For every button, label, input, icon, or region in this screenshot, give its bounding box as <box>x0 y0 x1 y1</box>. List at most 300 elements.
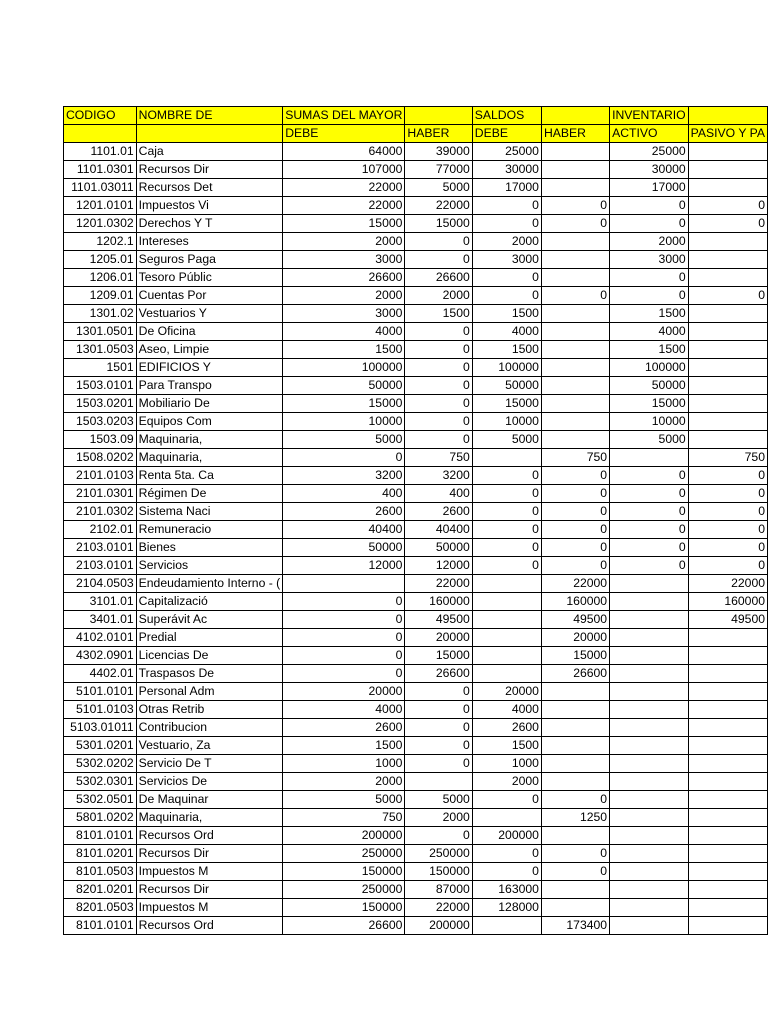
header-cell-codigo[interactable] <box>64 125 137 143</box>
cell-inventario-activo[interactable]: 100000 <box>610 359 689 377</box>
cell-saldos-debe[interactable] <box>472 611 541 629</box>
cell-inventario-pasivo[interactable] <box>688 359 767 377</box>
cell-codigo[interactable]: 1101.03011 <box>64 179 137 197</box>
cell-saldos-haber[interactable] <box>541 251 609 269</box>
cell-nombre[interactable]: Para Transpo <box>136 377 283 395</box>
cell-saldos-debe[interactable]: 2000 <box>472 233 541 251</box>
cell-saldos-debe[interactable]: 0 <box>472 863 541 881</box>
cell-sumas-debe[interactable]: 100000 <box>283 359 405 377</box>
cell-saldos-haber[interactable] <box>541 719 609 737</box>
cell-saldos-debe[interactable]: 1500 <box>472 341 541 359</box>
cell-inventario-pasivo[interactable] <box>688 773 767 791</box>
cell-inventario-pasivo[interactable] <box>688 431 767 449</box>
cell-saldos-debe[interactable]: 30000 <box>472 161 541 179</box>
cell-sumas-haber[interactable]: 26600 <box>405 665 472 683</box>
cell-sumas-haber[interactable]: 0 <box>405 359 472 377</box>
cell-sumas-haber[interactable]: 0 <box>405 683 472 701</box>
cell-sumas-haber[interactable]: 3200 <box>405 467 472 485</box>
cell-saldos-debe[interactable]: 0 <box>472 197 541 215</box>
cell-nombre[interactable]: Maquinaria, <box>136 449 283 467</box>
cell-saldos-haber[interactable]: 0 <box>541 215 609 233</box>
cell-saldos-debe[interactable] <box>472 575 541 593</box>
cell-codigo[interactable]: 2103.0101 <box>64 557 137 575</box>
cell-codigo[interactable]: 8101.0503 <box>64 863 137 881</box>
cell-saldos-haber[interactable] <box>541 737 609 755</box>
cell-sumas-haber[interactable]: 0 <box>405 719 472 737</box>
cell-sumas-debe[interactable] <box>283 575 405 593</box>
cell-inventario-activo[interactable]: 0 <box>610 467 689 485</box>
cell-saldos-debe[interactable]: 0 <box>472 539 541 557</box>
cell-inventario-pasivo[interactable] <box>688 791 767 809</box>
cell-inventario-activo[interactable] <box>610 629 689 647</box>
cell-saldos-haber[interactable]: 1250 <box>541 809 609 827</box>
cell-nombre[interactable]: Aseo, Limpie <box>136 341 283 359</box>
cell-saldos-debe[interactable] <box>472 629 541 647</box>
cell-codigo[interactable]: 1201.0101 <box>64 197 137 215</box>
cell-sumas-debe[interactable]: 2600 <box>283 503 405 521</box>
cell-codigo[interactable]: 5301.0201 <box>64 737 137 755</box>
cell-sumas-debe[interactable]: 26600 <box>283 269 405 287</box>
cell-saldos-haber[interactable]: 750 <box>541 449 609 467</box>
cell-sumas-haber[interactable]: 0 <box>405 377 472 395</box>
cell-inventario-activo[interactable]: 0 <box>610 197 689 215</box>
cell-inventario-pasivo[interactable] <box>688 179 767 197</box>
cell-codigo[interactable]: 1301.02 <box>64 305 137 323</box>
cell-nombre[interactable]: Recursos Ord <box>136 827 283 845</box>
cell-inventario-activo[interactable]: 0 <box>610 539 689 557</box>
cell-saldos-debe[interactable]: 2000 <box>472 773 541 791</box>
cell-sumas-haber[interactable]: 5000 <box>405 179 472 197</box>
cell-nombre[interactable]: Seguros Paga <box>136 251 283 269</box>
cell-sumas-haber[interactable]: 87000 <box>405 881 472 899</box>
cell-inventario-pasivo[interactable] <box>688 269 767 287</box>
cell-sumas-debe[interactable]: 15000 <box>283 215 405 233</box>
cell-codigo[interactable]: 1101.01 <box>64 143 137 161</box>
cell-inventario-pasivo[interactable]: 0 <box>688 557 767 575</box>
cell-sumas-debe[interactable]: 1500 <box>283 341 405 359</box>
cell-sumas-debe[interactable]: 2000 <box>283 233 405 251</box>
cell-codigo[interactable]: 5302.0202 <box>64 755 137 773</box>
cell-inventario-activo[interactable]: 0 <box>610 485 689 503</box>
cell-saldos-debe[interactable] <box>472 809 541 827</box>
cell-sumas-haber[interactable]: 0 <box>405 395 472 413</box>
cell-codigo[interactable]: 1503.0101 <box>64 377 137 395</box>
cell-sumas-debe[interactable]: 1500 <box>283 737 405 755</box>
cell-inventario-activo[interactable]: 25000 <box>610 143 689 161</box>
header-cell-nombre[interactable] <box>136 125 283 143</box>
cell-inventario-pasivo[interactable]: 0 <box>688 539 767 557</box>
cell-sumas-debe[interactable]: 26600 <box>283 917 405 935</box>
cell-nombre[interactable]: Recursos Dir <box>136 881 283 899</box>
cell-saldos-debe[interactable] <box>472 917 541 935</box>
cell-saldos-haber[interactable] <box>541 899 609 917</box>
cell-saldos-haber[interactable] <box>541 701 609 719</box>
cell-sumas-haber[interactable]: 12000 <box>405 557 472 575</box>
cell-saldos-haber[interactable]: 22000 <box>541 575 609 593</box>
cell-codigo[interactable]: 5101.0103 <box>64 701 137 719</box>
cell-inventario-pasivo[interactable]: 0 <box>688 521 767 539</box>
cell-sumas-debe[interactable]: 22000 <box>283 179 405 197</box>
cell-inventario-pasivo[interactable]: 750 <box>688 449 767 467</box>
cell-sumas-haber[interactable]: 0 <box>405 431 472 449</box>
cell-sumas-haber[interactable]: 200000 <box>405 917 472 935</box>
cell-inventario-pasivo[interactable]: 0 <box>688 215 767 233</box>
cell-nombre[interactable]: Remuneracio <box>136 521 283 539</box>
cell-sumas-haber[interactable]: 40400 <box>405 521 472 539</box>
cell-sumas-debe[interactable]: 0 <box>283 593 405 611</box>
cell-nombre[interactable]: De Maquinar <box>136 791 283 809</box>
cell-sumas-haber[interactable]: 0 <box>405 737 472 755</box>
cell-sumas-debe[interactable]: 1000 <box>283 755 405 773</box>
cell-sumas-haber[interactable]: 20000 <box>405 629 472 647</box>
cell-sumas-debe[interactable]: 40400 <box>283 521 405 539</box>
cell-saldos-debe[interactable]: 163000 <box>472 881 541 899</box>
cell-inventario-activo[interactable]: 0 <box>610 503 689 521</box>
cell-inventario-pasivo[interactable]: 0 <box>688 467 767 485</box>
cell-inventario-activo[interactable]: 4000 <box>610 323 689 341</box>
cell-saldos-haber[interactable] <box>541 359 609 377</box>
cell-saldos-debe[interactable]: 1000 <box>472 755 541 773</box>
cell-codigo[interactable]: 1503.09 <box>64 431 137 449</box>
cell-codigo[interactable]: 4402.01 <box>64 665 137 683</box>
cell-nombre[interactable]: Otras Retrib <box>136 701 283 719</box>
header-cell-sumas-debe[interactable]: SUMAS DEL MAYOR <box>283 107 405 125</box>
cell-nombre[interactable]: Impuestos Vi <box>136 197 283 215</box>
cell-codigo[interactable]: 8101.0101 <box>64 827 137 845</box>
cell-codigo[interactable]: 5302.0301 <box>64 773 137 791</box>
cell-inventario-activo[interactable]: 10000 <box>610 413 689 431</box>
cell-inventario-activo[interactable] <box>610 863 689 881</box>
cell-saldos-haber[interactable]: 0 <box>541 521 609 539</box>
cell-sumas-haber[interactable]: 0 <box>405 755 472 773</box>
cell-inventario-activo[interactable] <box>610 449 689 467</box>
cell-inventario-activo[interactable]: 0 <box>610 557 689 575</box>
cell-inventario-pasivo[interactable] <box>688 629 767 647</box>
cell-nombre[interactable]: Recursos Dir <box>136 161 283 179</box>
cell-inventario-pasivo[interactable] <box>688 233 767 251</box>
cell-saldos-haber[interactable] <box>541 881 609 899</box>
cell-saldos-debe[interactable]: 128000 <box>472 899 541 917</box>
cell-saldos-haber[interactable] <box>541 179 609 197</box>
cell-inventario-activo[interactable] <box>610 899 689 917</box>
cell-nombre[interactable]: Equipos Com <box>136 413 283 431</box>
cell-codigo[interactable]: 8101.0201 <box>64 845 137 863</box>
cell-saldos-haber[interactable] <box>541 755 609 773</box>
cell-sumas-debe[interactable]: 250000 <box>283 881 405 899</box>
cell-sumas-haber[interactable]: 26600 <box>405 269 472 287</box>
cell-sumas-debe[interactable]: 64000 <box>283 143 405 161</box>
cell-saldos-haber[interactable] <box>541 233 609 251</box>
cell-inventario-activo[interactable] <box>610 647 689 665</box>
cell-sumas-haber[interactable]: 77000 <box>405 161 472 179</box>
cell-saldos-debe[interactable]: 0 <box>472 791 541 809</box>
cell-inventario-activo[interactable]: 0 <box>610 287 689 305</box>
cell-sumas-haber[interactable]: 0 <box>405 341 472 359</box>
cell-inventario-activo[interactable] <box>610 737 689 755</box>
cell-sumas-haber[interactable]: 400 <box>405 485 472 503</box>
cell-sumas-debe[interactable]: 2000 <box>283 773 405 791</box>
cell-sumas-haber[interactable]: 750 <box>405 449 472 467</box>
cell-saldos-debe[interactable]: 1500 <box>472 737 541 755</box>
cell-sumas-haber[interactable]: 22000 <box>405 899 472 917</box>
cell-nombre[interactable]: Personal Adm <box>136 683 283 701</box>
cell-saldos-debe[interactable]: 100000 <box>472 359 541 377</box>
cell-nombre[interactable]: Sistema Naci <box>136 503 283 521</box>
cell-inventario-activo[interactable] <box>610 683 689 701</box>
cell-saldos-haber[interactable]: 0 <box>541 467 609 485</box>
cell-saldos-debe[interactable]: 15000 <box>472 395 541 413</box>
cell-saldos-haber[interactable] <box>541 323 609 341</box>
cell-codigo[interactable]: 5103.01011 <box>64 719 137 737</box>
cell-inventario-activo[interactable]: 0 <box>610 521 689 539</box>
cell-saldos-debe[interactable]: 4000 <box>472 323 541 341</box>
cell-inventario-pasivo[interactable]: 160000 <box>688 593 767 611</box>
cell-sumas-debe[interactable]: 0 <box>283 449 405 467</box>
cell-saldos-debe[interactable]: 0 <box>472 215 541 233</box>
cell-sumas-debe[interactable]: 3200 <box>283 467 405 485</box>
cell-sumas-haber[interactable]: 49500 <box>405 611 472 629</box>
cell-inventario-pasivo[interactable] <box>688 341 767 359</box>
cell-sumas-haber[interactable]: 39000 <box>405 143 472 161</box>
cell-saldos-haber[interactable]: 0 <box>541 503 609 521</box>
cell-sumas-haber[interactable]: 50000 <box>405 539 472 557</box>
cell-nombre[interactable]: Servicio De T <box>136 755 283 773</box>
cell-saldos-haber[interactable] <box>541 143 609 161</box>
cell-nombre[interactable]: EDIFICIOS Y <box>136 359 283 377</box>
cell-sumas-haber[interactable]: 2000 <box>405 287 472 305</box>
cell-saldos-haber[interactable] <box>541 395 609 413</box>
cell-saldos-debe[interactable]: 2600 <box>472 719 541 737</box>
header-cell-codigo[interactable]: CODIGO <box>64 107 137 125</box>
header-cell-inventario-activo[interactable]: INVENTARIO <box>610 107 689 125</box>
header-cell-saldos-haber[interactable]: HABER <box>541 125 609 143</box>
cell-nombre[interactable]: Mobiliario De <box>136 395 283 413</box>
cell-saldos-debe[interactable]: 10000 <box>472 413 541 431</box>
cell-codigo[interactable]: 5302.0501 <box>64 791 137 809</box>
cell-sumas-haber[interactable] <box>405 773 472 791</box>
cell-codigo[interactable]: 3401.01 <box>64 611 137 629</box>
cell-saldos-haber[interactable]: 15000 <box>541 647 609 665</box>
cell-sumas-debe[interactable]: 2000 <box>283 287 405 305</box>
cell-saldos-haber[interactable]: 0 <box>541 485 609 503</box>
cell-sumas-debe[interactable]: 400 <box>283 485 405 503</box>
cell-inventario-activo[interactable] <box>610 917 689 935</box>
cell-inventario-activo[interactable] <box>610 701 689 719</box>
cell-nombre[interactable]: Bienes <box>136 539 283 557</box>
cell-codigo[interactable]: 2101.0302 <box>64 503 137 521</box>
cell-inventario-pasivo[interactable] <box>688 161 767 179</box>
cell-sumas-haber[interactable]: 1500 <box>405 305 472 323</box>
cell-sumas-debe[interactable]: 20000 <box>283 683 405 701</box>
header-cell-saldos-debe[interactable]: SALDOS <box>472 107 541 125</box>
cell-inventario-pasivo[interactable] <box>688 845 767 863</box>
cell-codigo[interactable]: 1301.0501 <box>64 323 137 341</box>
cell-inventario-activo[interactable] <box>610 611 689 629</box>
cell-nombre[interactable]: Endeudamiento Interno - ( <box>136 575 283 593</box>
cell-saldos-haber[interactable]: 0 <box>541 557 609 575</box>
cell-saldos-debe[interactable]: 0 <box>472 521 541 539</box>
cell-codigo[interactable]: 2101.0103 <box>64 467 137 485</box>
cell-codigo[interactable]: 1202.1 <box>64 233 137 251</box>
cell-inventario-pasivo[interactable] <box>688 665 767 683</box>
cell-nombre[interactable]: Régimen De <box>136 485 283 503</box>
cell-inventario-pasivo[interactable]: 0 <box>688 503 767 521</box>
cell-sumas-haber[interactable]: 15000 <box>405 647 472 665</box>
cell-nombre[interactable]: Recursos Dir <box>136 845 283 863</box>
cell-sumas-debe[interactable]: 5000 <box>283 791 405 809</box>
header-cell-inventario-pasivo[interactable]: PASIVO Y PA <box>688 125 767 143</box>
cell-saldos-debe[interactable]: 200000 <box>472 827 541 845</box>
header-cell-sumas-debe[interactable]: DEBE <box>283 125 405 143</box>
cell-saldos-haber[interactable]: 49500 <box>541 611 609 629</box>
cell-nombre[interactable]: Maquinaria, <box>136 431 283 449</box>
cell-inventario-pasivo[interactable] <box>688 701 767 719</box>
cell-codigo[interactable]: 4302.0901 <box>64 647 137 665</box>
cell-sumas-debe[interactable]: 0 <box>283 647 405 665</box>
cell-sumas-haber[interactable]: 0 <box>405 413 472 431</box>
cell-nombre[interactable]: Vestuarios Y <box>136 305 283 323</box>
header-cell-sumas-haber[interactable]: HABER <box>405 125 472 143</box>
cell-inventario-pasivo[interactable] <box>688 917 767 935</box>
cell-sumas-haber[interactable]: 22000 <box>405 575 472 593</box>
cell-nombre[interactable]: Contribucion <box>136 719 283 737</box>
cell-inventario-activo[interactable] <box>610 791 689 809</box>
cell-sumas-haber[interactable]: 2600 <box>405 503 472 521</box>
cell-inventario-pasivo[interactable]: 0 <box>688 287 767 305</box>
cell-sumas-debe[interactable]: 2600 <box>283 719 405 737</box>
cell-saldos-debe[interactable]: 0 <box>472 557 541 575</box>
cell-inventario-activo[interactable]: 30000 <box>610 161 689 179</box>
cell-inventario-pasivo[interactable] <box>688 737 767 755</box>
cell-sumas-haber[interactable]: 150000 <box>405 863 472 881</box>
cell-saldos-haber[interactable] <box>541 161 609 179</box>
cell-saldos-debe[interactable]: 17000 <box>472 179 541 197</box>
cell-codigo[interactable]: 8201.0201 <box>64 881 137 899</box>
cell-saldos-haber[interactable] <box>541 413 609 431</box>
cell-sumas-debe[interactable]: 0 <box>283 665 405 683</box>
cell-saldos-debe[interactable] <box>472 449 541 467</box>
cell-nombre[interactable]: Recursos Ord <box>136 917 283 935</box>
cell-saldos-haber[interactable]: 0 <box>541 197 609 215</box>
cell-codigo[interactable]: 8201.0503 <box>64 899 137 917</box>
cell-codigo[interactable]: 1301.0503 <box>64 341 137 359</box>
cell-inventario-activo[interactable] <box>610 575 689 593</box>
cell-codigo[interactable]: 1503.0201 <box>64 395 137 413</box>
cell-codigo[interactable]: 1501 <box>64 359 137 377</box>
cell-sumas-debe[interactable]: 150000 <box>283 899 405 917</box>
cell-saldos-haber[interactable] <box>541 683 609 701</box>
header-cell-inventario-pasivo[interactable] <box>688 107 767 125</box>
cell-inventario-pasivo[interactable]: 22000 <box>688 575 767 593</box>
cell-nombre[interactable]: Cuentas Por <box>136 287 283 305</box>
cell-nombre[interactable]: Vestuario, Za <box>136 737 283 755</box>
cell-inventario-pasivo[interactable] <box>688 647 767 665</box>
cell-codigo[interactable]: 1508.0202 <box>64 449 137 467</box>
cell-sumas-haber[interactable]: 5000 <box>405 791 472 809</box>
cell-sumas-debe[interactable]: 10000 <box>283 413 405 431</box>
cell-saldos-debe[interactable]: 0 <box>472 287 541 305</box>
cell-inventario-pasivo[interactable] <box>688 827 767 845</box>
cell-saldos-debe[interactable] <box>472 665 541 683</box>
cell-nombre[interactable]: Licencias De <box>136 647 283 665</box>
cell-saldos-debe[interactable]: 1500 <box>472 305 541 323</box>
header-cell-saldos-debe[interactable]: DEBE <box>472 125 541 143</box>
cell-sumas-haber[interactable]: 2000 <box>405 809 472 827</box>
cell-saldos-haber[interactable]: 160000 <box>541 593 609 611</box>
cell-codigo[interactable]: 1206.01 <box>64 269 137 287</box>
cell-sumas-haber[interactable]: 250000 <box>405 845 472 863</box>
cell-inventario-activo[interactable] <box>610 773 689 791</box>
cell-codigo[interactable]: 4102.0101 <box>64 629 137 647</box>
cell-inventario-activo[interactable]: 17000 <box>610 179 689 197</box>
cell-saldos-debe[interactable]: 0 <box>472 503 541 521</box>
cell-inventario-pasivo[interactable] <box>688 683 767 701</box>
cell-saldos-haber[interactable]: 0 <box>541 845 609 863</box>
cell-codigo[interactable]: 2104.0503 <box>64 575 137 593</box>
cell-inventario-pasivo[interactable]: 0 <box>688 485 767 503</box>
cell-saldos-haber[interactable]: 20000 <box>541 629 609 647</box>
cell-inventario-activo[interactable]: 1500 <box>610 341 689 359</box>
cell-inventario-activo[interactable]: 1500 <box>610 305 689 323</box>
cell-codigo[interactable]: 1101.0301 <box>64 161 137 179</box>
header-cell-inventario-activo[interactable]: ACTIVO <box>610 125 689 143</box>
cell-codigo[interactable]: 2103.0101 <box>64 539 137 557</box>
cell-inventario-pasivo[interactable] <box>688 305 767 323</box>
cell-sumas-debe[interactable]: 5000 <box>283 431 405 449</box>
cell-saldos-haber[interactable]: 0 <box>541 863 609 881</box>
cell-nombre[interactable]: Renta 5ta. Ca <box>136 467 283 485</box>
cell-codigo[interactable]: 1201.0302 <box>64 215 137 233</box>
cell-nombre[interactable]: Predial <box>136 629 283 647</box>
cell-saldos-debe[interactable]: 20000 <box>472 683 541 701</box>
cell-codigo[interactable]: 3101.01 <box>64 593 137 611</box>
cell-saldos-haber[interactable]: 0 <box>541 539 609 557</box>
cell-sumas-debe[interactable]: 15000 <box>283 395 405 413</box>
cell-codigo[interactable]: 2102.01 <box>64 521 137 539</box>
header-cell-saldos-haber[interactable] <box>541 107 609 125</box>
cell-inventario-activo[interactable] <box>610 665 689 683</box>
cell-sumas-debe[interactable]: 50000 <box>283 539 405 557</box>
cell-inventario-pasivo[interactable] <box>688 719 767 737</box>
cell-inventario-pasivo[interactable] <box>688 323 767 341</box>
cell-inventario-pasivo[interactable] <box>688 809 767 827</box>
cell-nombre[interactable]: Derechos Y T <box>136 215 283 233</box>
cell-inventario-pasivo[interactable] <box>688 863 767 881</box>
cell-sumas-debe[interactable]: 22000 <box>283 197 405 215</box>
cell-inventario-pasivo[interactable]: 0 <box>688 197 767 215</box>
cell-saldos-haber[interactable] <box>541 305 609 323</box>
cell-nombre[interactable]: Recursos Det <box>136 179 283 197</box>
cell-sumas-haber[interactable]: 22000 <box>405 197 472 215</box>
cell-sumas-haber[interactable]: 0 <box>405 233 472 251</box>
cell-sumas-haber[interactable]: 0 <box>405 251 472 269</box>
cell-sumas-debe[interactable]: 50000 <box>283 377 405 395</box>
cell-nombre[interactable]: Impuestos M <box>136 899 283 917</box>
cell-nombre[interactable]: Maquinaria, <box>136 809 283 827</box>
cell-inventario-activo[interactable]: 5000 <box>610 431 689 449</box>
cell-sumas-haber[interactable]: 160000 <box>405 593 472 611</box>
cell-saldos-haber[interactable] <box>541 827 609 845</box>
cell-inventario-activo[interactable]: 3000 <box>610 251 689 269</box>
cell-sumas-debe[interactable]: 250000 <box>283 845 405 863</box>
cell-codigo[interactable]: 1503.0203 <box>64 413 137 431</box>
cell-codigo[interactable]: 8101.0101 <box>64 917 137 935</box>
cell-saldos-debe[interactable]: 5000 <box>472 431 541 449</box>
cell-saldos-haber[interactable]: 0 <box>541 287 609 305</box>
cell-inventario-activo[interactable] <box>610 755 689 773</box>
cell-saldos-haber[interactable]: 26600 <box>541 665 609 683</box>
cell-inventario-pasivo[interactable] <box>688 899 767 917</box>
